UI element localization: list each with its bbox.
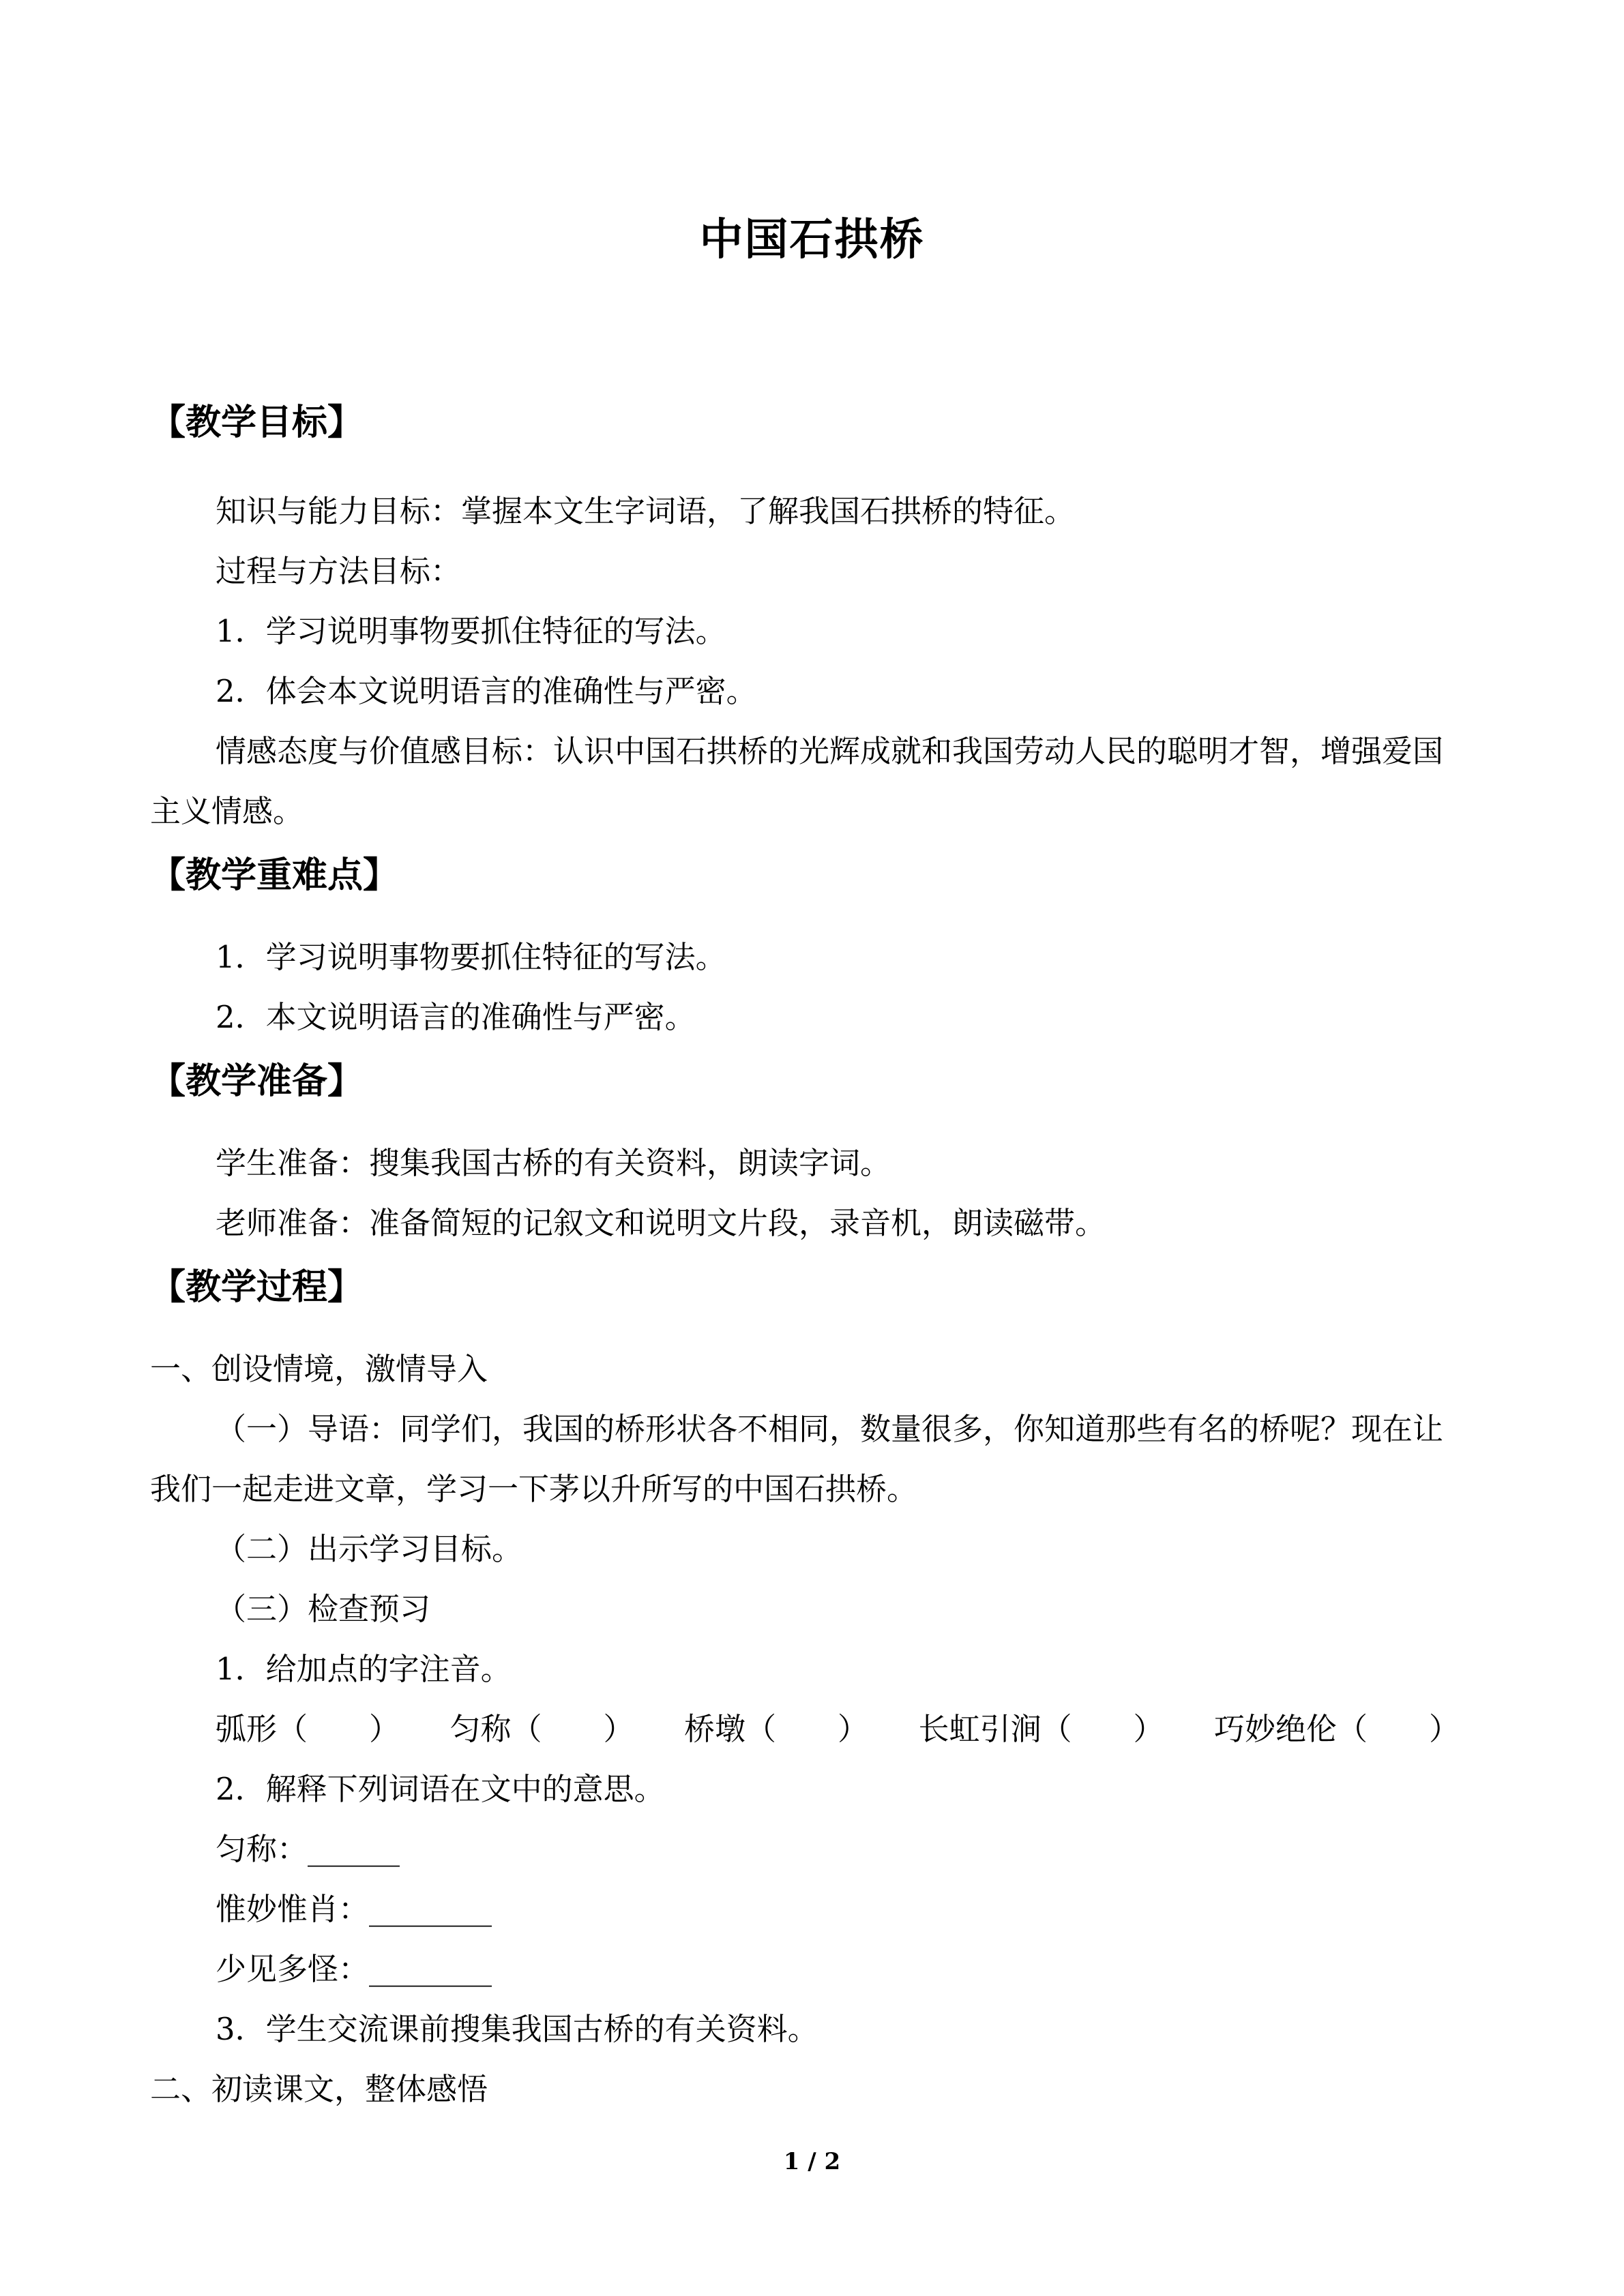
section-heading-goals: 【教学目标】 bbox=[150, 402, 364, 443]
section-heading-key-points: 【教学重难点】 bbox=[150, 855, 399, 896]
document-body bbox=[150, 389, 1473, 2119]
question-2: 2．解释下列词语在文中的意思。 bbox=[216, 1771, 665, 1807]
key-point-2: 2．本文说明语言的准确性与严密。 bbox=[216, 999, 696, 1035]
definition-3: 少见多怪：________ bbox=[216, 1951, 492, 1987]
prep-teacher: 老师准备：准备简短的记叙文和说明文片段，录音机，朗读磁带。 bbox=[216, 1205, 1106, 1241]
vocab-item: 弧形（ ） bbox=[216, 1711, 400, 1747]
question-1: 1．给加点的字注音。 bbox=[216, 1651, 512, 1687]
vocab-item: 匀称（ ） bbox=[449, 1711, 634, 1747]
vocab-item: 长虹引涧（ ） bbox=[918, 1711, 1164, 1747]
procedure-check-preview: （三）检查预习 bbox=[216, 1591, 431, 1627]
procedure-part-2: 二、初读课文，整体感悟 bbox=[150, 2071, 488, 2107]
key-point-1: 1．学习说明事物要抓住特征的写法。 bbox=[216, 939, 726, 975]
section-heading-procedure: 【教学过程】 bbox=[150, 1267, 364, 1308]
page-title: 中国石拱桥 bbox=[699, 215, 925, 265]
vocab-item: 桥墩（ ） bbox=[683, 1711, 868, 1747]
goal-process: 过程与方法目标： bbox=[216, 553, 462, 589]
goal-process-1: 1．学习说明事物要抓住特征的写法。 bbox=[216, 613, 726, 649]
procedure-show-goals: （二）出示学习目标。 bbox=[216, 1531, 523, 1567]
page-number: 1 / 2 bbox=[783, 2148, 841, 2175]
goal-emotion: 情感态度与价值感目标：认识中国石拱桥的光辉成就和我国劳动人民的聪明才智，增强爱国主义情感。 bbox=[150, 733, 1444, 829]
question-3: 3．学生交流课前搜集我国古桥的有关资料。 bbox=[216, 2011, 818, 2047]
definition-2: 惟妙惟肖：________ bbox=[216, 1891, 492, 1927]
goal-knowledge: 知识与能力目标：掌握本文生字词语，了解我国石拱桥的特征。 bbox=[216, 493, 1076, 529]
prep-students: 学生准备：搜集我国古桥的有关资料，朗读字词。 bbox=[216, 1145, 891, 1181]
procedure-part-1: 一、创设情境，激情导入 bbox=[150, 1351, 488, 1387]
vocab-list bbox=[150, 1699, 1473, 1759]
section-heading-preparation: 【教学准备】 bbox=[150, 1061, 364, 1102]
procedure-intro: （一）导语：同学们，我国的桥形状各不相同，数量很多，你知道那些有名的桥呢？现在让我们一起走进文章，学习一下茅以升所写的中国石拱桥。 bbox=[150, 1411, 1444, 1507]
vocab-item: 巧妙绝伦（ ） bbox=[1213, 1711, 1460, 1747]
goal-process-2: 2．体会本文说明语言的准确性与严密。 bbox=[216, 673, 757, 709]
definition-1: 匀称：______ bbox=[216, 1831, 400, 1867]
